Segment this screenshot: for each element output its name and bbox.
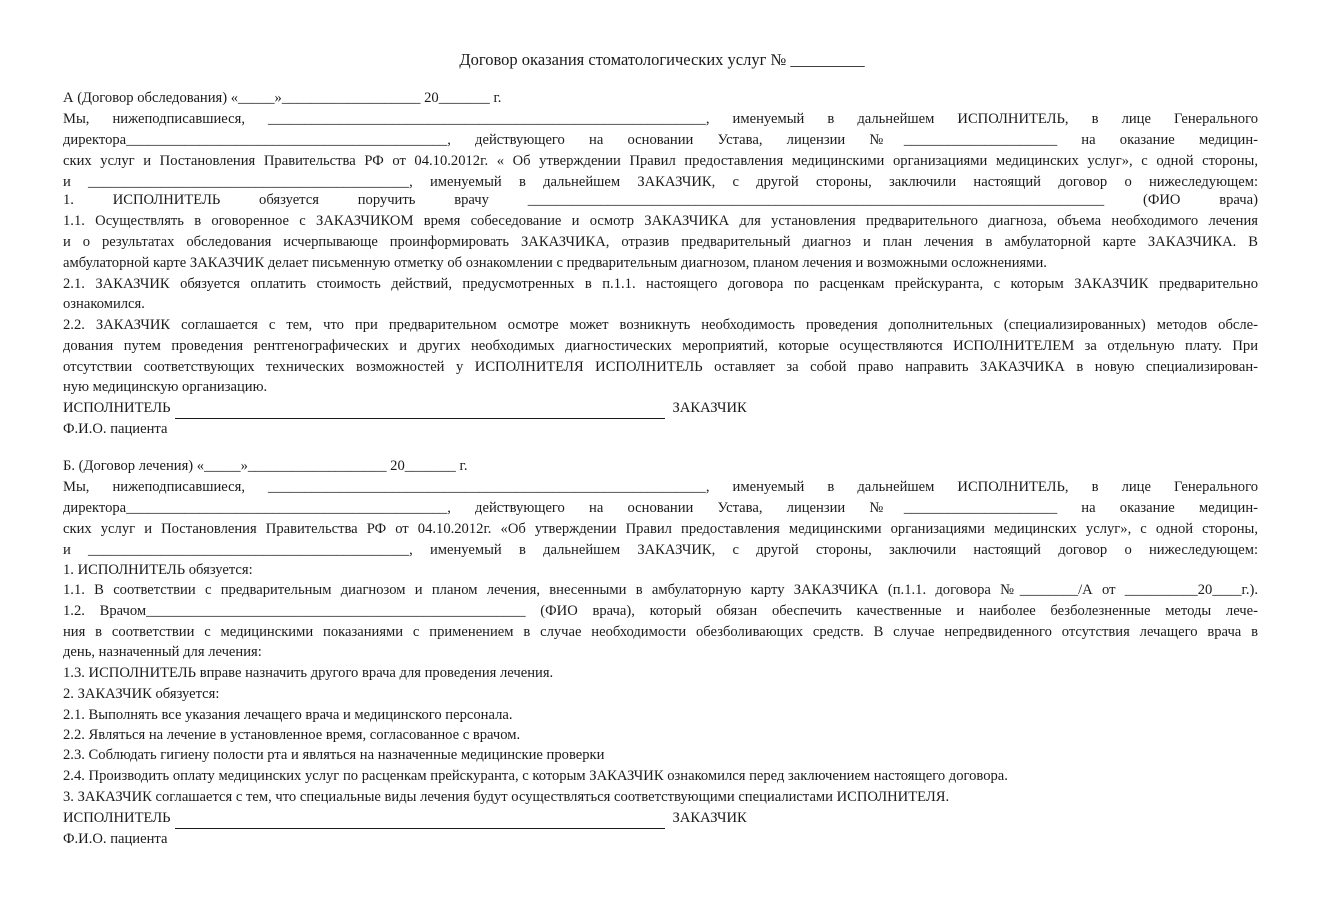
part-b-line: 1. ИСПОЛНИТЕЛЬ обязуется: [63,562,253,578]
part-a-line: дования путем проведения рентгенографических и других необходимых диагностических мероприятий, которые осуществляются ИСПОЛНИТЕЛЕМ за отдельную плату. При [63,338,1258,354]
part-a-patient-row [63,419,1258,440]
part-b-line: и ____________________________________________, именуемый в дальнейшем ЗАКАЗЧИК, с другой стороны, заключили настоящий договор о нижеследующем: [63,542,1258,558]
part-a-line: и ____________________________________________, именуемый в дальнейшем ЗАКАЗЧИК, с другой стороны, заключили настоящий договор о нижеследующем: [63,174,1258,190]
part-b-line: ния в соответствии с медицинскими показаниями с применением в случае необходимости обезболивающих средств. В случае непредвиденного отсутствия лечащего врача в [63,624,1258,640]
part-a-signature-row [63,398,1258,419]
part-a-header: А (Договор обследования) «_____»___________________ 20_______ г. [63,90,502,106]
part-b-patient-row [63,829,1258,850]
part-a-line: отсутствии соответствующих технических возможностей у ИСПОЛНИТЕЛЯ ИСПОЛНИТЕЛЬ оставляет за собой право направить ЗАКАЗЧИКА в новую специализирован- [63,359,1258,375]
part-a-line: и о результатах обследования исчерпывающе проинформировать ЗАКАЗЧИКА, отразив предварительный диагноз и план лечения в амбулаторной карте ЗАКАЗЧИКА. В [63,234,1258,250]
part-a-line: ских услуг и Постановления Правительства РФ от 04.10.2012г. « Об утверждении Правил предоставления медицинскими организациями медицинских услуг», с одной стороны, [63,153,1258,169]
patient-label: Ф.И.О. пациента [63,421,168,437]
part-b-line: 2.3. Соблюдать гигиену полости рта и являться на назначенные медицинские проверки [63,747,605,763]
part-b-line: ских услуг и Постановления Правительства РФ от 04.10.2012г. «Об утверждении Правил предоставления медицинскими организациями медицинских услуг», с одной стороны, [63,521,1258,537]
part-b-line: 2.4. Производить оплату медицинских услуг по расценкам прейскуранта, с которым ЗАКАЗЧИК ознакомился перед заключением настоящего договора. [63,768,1008,784]
executor-label: ИСПОЛНИТЕЛЬ [63,400,171,416]
part-a-line: Мы, нижеподписавшиеся, ____________________________________________________________, именуемый в дальнейшем ИСПОЛНИТЕЛЬ, в лице Генерального [63,111,1258,127]
part-a-line: 2.2. ЗАКАЗЧИК соглашается с тем, что при предварительном осмотре может возникнуть необходимость проведения дополнительных (специализированных) методов обсле- [63,317,1258,333]
page-title: Договор оказания стоматологических услуг № _________ [459,50,865,69]
executor-label: ИСПОЛНИТЕЛЬ [63,810,171,826]
part-b-line: день, назначенный для лечения: [63,644,262,660]
part-a-line: 1.1. Осуществлять в оговоренное с ЗАКАЗЧИКОМ время собеседование и осмотр ЗАКАЗЧИКА для установления предварительного диагноза, объема необходимого лечения [63,213,1258,229]
part-b-line: 2.2. Являться на лечение в установленное время, согласованное с врачом. [63,727,521,743]
part-b-line: директора____________________________________________, действующего на основании Устава, лицензии №_____________________ на оказание медицин- [63,500,1258,516]
customer-label: ЗАКАЗЧИК [672,400,747,416]
executor-signature-line[interactable] [175,403,665,419]
part-a-line: 1. ИСПОЛНИТЕЛЬ обязуется поручить врачу _______________________________________________________________________________ (ФИО врача) [63,192,1258,208]
part-b-line: 1.3. ИСПОЛНИТЕЛЬ вправе назначить другого врача для проведения лечения. [63,665,554,681]
part-a-line: ную медицинскую организацию. [63,379,268,395]
executor-signature-line[interactable] [175,813,665,829]
part-b-line: 1.2. Врачом____________________________________________________ (ФИО врача), который обязан обеспечить качественные и наиболее безболезненные методы лече- [63,603,1258,619]
patient-label: Ф.И.О. пациента [63,831,168,847]
part-b-line: 2.1. Выполнять все указания лечащего врача и медицинского персонала. [63,707,513,723]
part-b-signature-row [63,808,1258,829]
customer-label: ЗАКАЗЧИК [672,810,747,826]
part-a-line: ознакомился. [63,296,145,312]
part-b-line: 3. ЗАКАЗЧИК соглашается с тем, что специальные виды лечения будут осуществляться соответствующими специалистами ИСПОЛНИТЕЛЯ. [63,789,950,805]
part-b-header: Б. (Договор лечения) «_____»___________________ 20_______ г. [63,458,468,474]
part-a-line: 2.1. ЗАКАЗЧИК обязуется оплатить стоимость действий, предусмотренных в п.1.1. настоящего договора по расценкам прейскуранта, с которым ЗАКАЗЧИК предварительно [63,276,1258,292]
part-b-line: 2. ЗАКАЗЧИК обязуется: [63,686,220,702]
part-b-line: Мы, нижеподписавшиеся, ____________________________________________________________, именуемый в дальнейшем ИСПОЛНИТЕЛЬ, в лице Генерального [63,479,1258,495]
part-a-line: директора____________________________________________, действующего на основании Устава, лицензии №_____________________ на оказание медицин- [63,132,1258,148]
part-b-line: 1.1. В соответствии с предварительным диагнозом и планом лечения, внесенными в амбулаторную карту ЗАКАЗЧИКА (п.1.1. договора №________/А от __________20____г.). [63,582,1258,598]
part-a-line: амбулаторной карте ЗАКАЗЧИК делает письменную отметку об ознакомлении с предварительным диагнозом, планом лечения и возможными осложнениями. [63,255,1047,271]
